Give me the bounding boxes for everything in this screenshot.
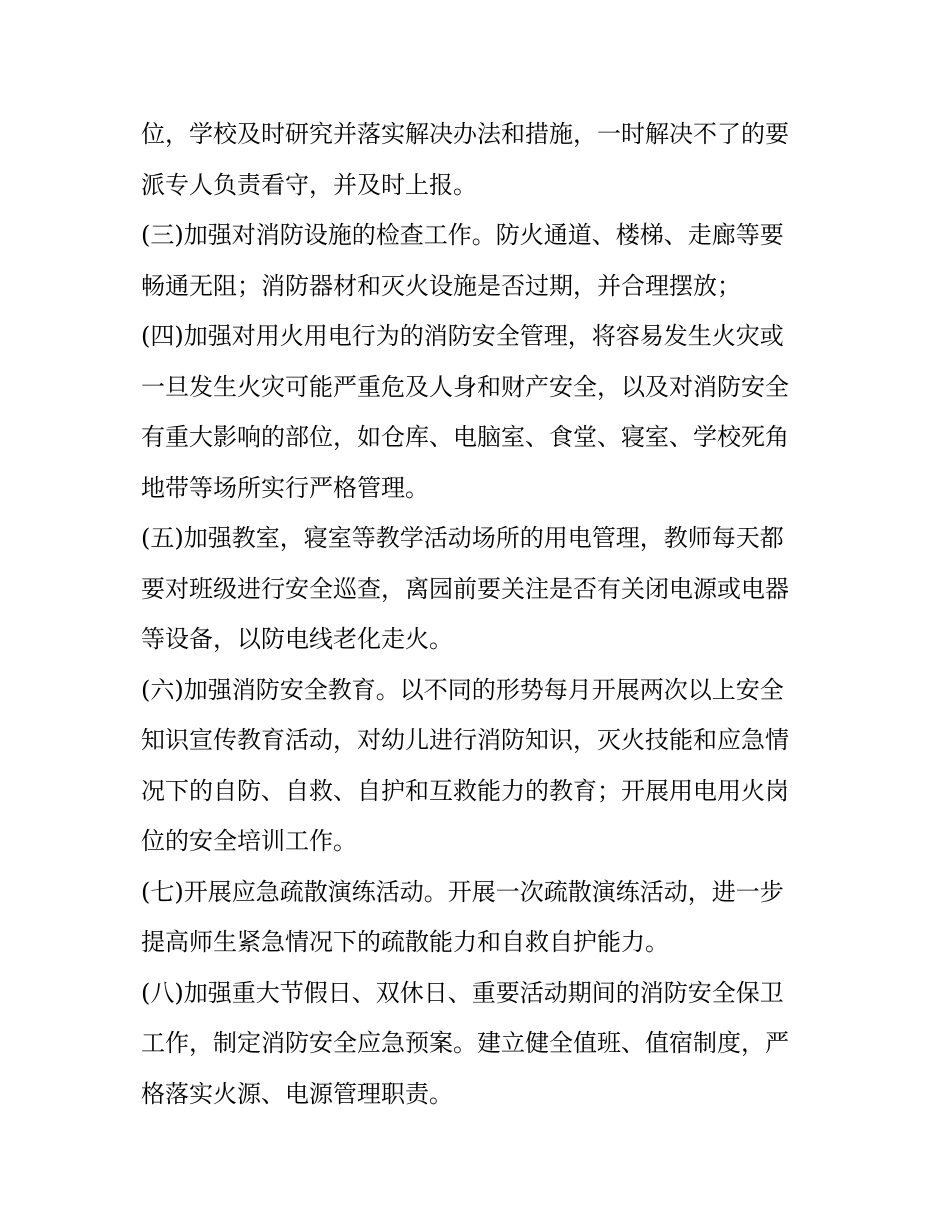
text-line-19: 工作，制定消防安全应急预案。建立健全值班、值宿制度，严 (141, 1029, 789, 1057)
text-line-1: 位，学校及时研究并落实解决办法和措施，一时解决不了的要 (141, 120, 789, 148)
text-line-17: 提高师生紧急情况下的疏散能力和自救自护能力。 (141, 928, 669, 956)
text-line-16: (七)开展应急疏散演练活动。开展一次疏散演练活动，进一步 (141, 877, 784, 906)
text-line-11: 等设备，以防电线老化走火。 (141, 625, 453, 653)
text-line-2: 派专人负责看守，并及时上报。 (141, 170, 477, 199)
text-line-5: (四)加强对用火用电行为的消防安全管理，将容易发生火灾或 (141, 322, 784, 350)
body-text (141, 109, 821, 1119)
text-line-15: 位的安全培训工作。 (141, 827, 357, 855)
text-line-18: (八)加强重大节假日、双休日、重要活动期间的消防安全保卫 (141, 978, 784, 1007)
text-line-4: 畅通无阻；消防器材和灭火设施是否过期，并合理摆放； (141, 271, 741, 300)
text-line-3: (三)加强对消防设施的检查工作。防火通道、楼梯、走廊等要 (141, 221, 784, 249)
text-line-14: 况下的自防、自救、自护和互救能力的教育；开展用电用火岗 (141, 776, 789, 805)
text-line-12: (六)加强消防安全教育。以不同的形势每月开展两次以上安全 (141, 675, 784, 704)
text-line-9: (五)加强教室，寝室等教学活动场所的用电管理，教师每天都 (141, 524, 784, 552)
text-line-8: 地带等场所实行严格管理。 (141, 473, 429, 502)
text-line-20: 格落实火源、电源管理职责。 (141, 1079, 453, 1108)
text-line-6: 一旦发生火灾可能严重危及人身和财产安全，以及对消防安全 (141, 372, 789, 401)
text-line-10: 要对班级进行安全巡查，离园前要关注是否有关闭电源或电器 (141, 574, 789, 603)
text-line-13: 知识宣传教育活动，对幼儿进行消防知识，灭火技能和应急情 (141, 726, 789, 754)
text-line-7: 有重大影响的部位，如仓库、电脑室、食堂、寝室、学校死角 (141, 423, 789, 451)
